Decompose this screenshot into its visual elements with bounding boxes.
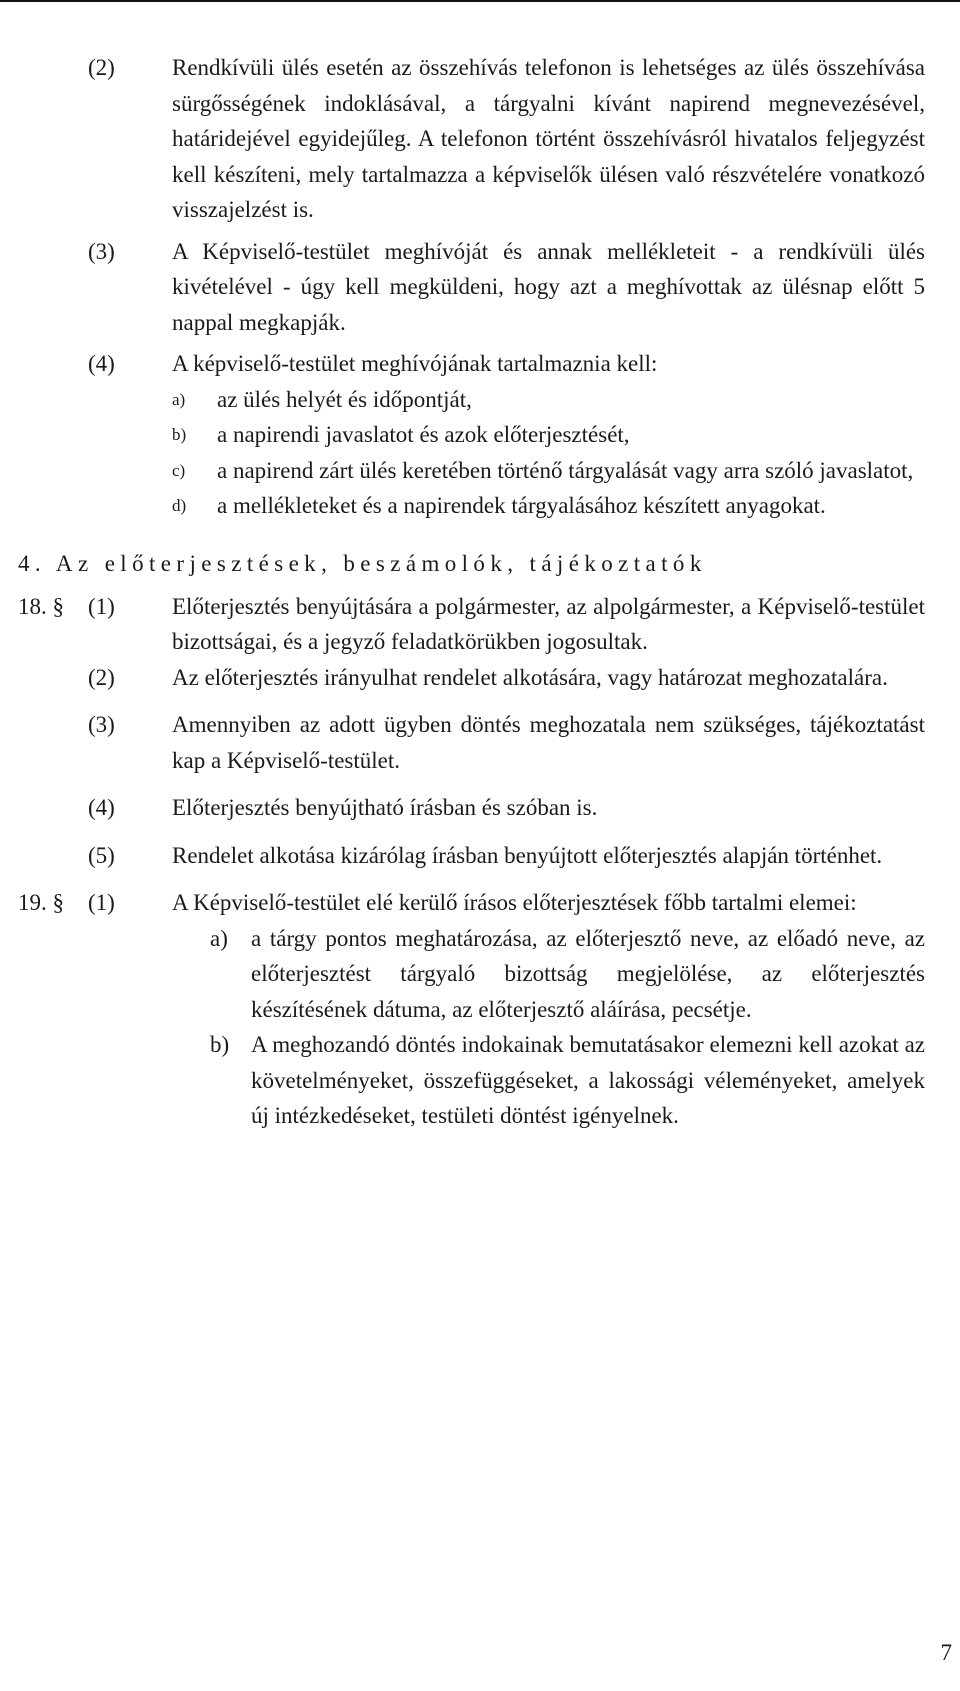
section-19-paragraph-1 xyxy=(0,885,960,921)
paragraph-text: A képviselő-testület meghívójának tartalmaznia kell: xyxy=(172,351,658,376)
paragraph-number: (4) xyxy=(88,351,115,376)
paragraph-text: A Képviselő-testület meghívóját és annak mellékleteit - a rendkívüli ülés kivételével - úgy kell megküldeni, hogy azt a meghívottak az ülésnap előtt 5 nappal megkapják. xyxy=(172,238,925,335)
list-label: b) xyxy=(210,1032,230,1057)
paragraph-2 xyxy=(0,50,960,228)
paragraph-number: (2) xyxy=(88,55,115,80)
paragraph-text: Rendelet alkotása kizárólag írásban benyújtott előterjesztés alapján történhet. xyxy=(172,842,883,868)
paragraph-number: (3) xyxy=(88,238,115,264)
list-text: A meghozandó döntés indokainak bemutatásakor elemezni kell azokat az követelményeket, összefüggéseket, a lakossági véleményeket, amelyek új intézkedéseket, testületi döntést igényelnek. xyxy=(251,1032,925,1128)
document-page xyxy=(0,50,960,1134)
paragraph-number: (5) xyxy=(88,842,115,868)
list-text: a napirend zárt ülés keretében történő tárgyalását vagy arra szóló javaslatot, xyxy=(217,457,914,483)
list-text: az ülés helyét és időpontját, xyxy=(217,386,472,412)
list-item xyxy=(0,382,960,418)
list-item xyxy=(0,417,960,453)
paragraph-3 xyxy=(0,234,960,341)
list-label: d) xyxy=(172,496,187,515)
paragraph-text: Előterjesztés benyújtható írásban és szóban is. xyxy=(172,795,598,820)
list-text: a napirendi javaslatot és azok előterjesztését, xyxy=(217,422,630,447)
paragraph-4 xyxy=(0,346,960,382)
paragraph-text: A Képviselő-testület elé kerülő írásos előterjesztések főbb tartalmi elemei: xyxy=(172,890,857,915)
list-item xyxy=(0,921,960,1028)
paragraph-number: (1) xyxy=(88,890,115,915)
paragraph-text: Az előterjesztés irányulhat rendelet alkotására, vagy határozat meghozatalára. xyxy=(172,664,888,690)
section-heading: 4. Az előterjesztések, beszámolók, tájékoztatók xyxy=(18,550,707,576)
section-number: 19. § xyxy=(18,890,64,915)
list-label: c) xyxy=(172,460,186,480)
page-number: 7 xyxy=(940,1640,952,1665)
list-label: a) xyxy=(172,389,186,409)
list-label: b) xyxy=(172,425,187,444)
paragraph-text: Rendkívüli ülés esetén az összehívás telefonon is lehetséges az ülés összehívása sürgősségének indoklásával, a tárgyalni kívánt napirend megnevezésével, határidejével egyidejűleg. A telefonon történt összehívásról hivatalos feljegyzést kell készíteni, mely tartalmazza a képviselők ülésen való részvételére vonatkozó visszajelzést is. xyxy=(172,55,925,222)
section-18-paragraph-3 xyxy=(0,707,960,778)
top-rule xyxy=(0,0,960,2)
list-item xyxy=(0,488,960,524)
section-18-paragraph-1 xyxy=(0,589,960,660)
list-label: a) xyxy=(210,925,228,951)
section-18-paragraph-2 xyxy=(0,660,960,696)
paragraph-text: Amennyiben az adott ügyben döntés meghozatala nem szükséges, tájékoztatást kap a Képviselő-testület. xyxy=(172,712,925,773)
list-text: a tárgy pontos meghatározása, az előterjesztő neve, az előadó neve, az előterjesztést tárgyaló bizottság megjelölése, az előterjesztés készítésének dátuma, az előterjesztő aláírása, pecsétje. xyxy=(251,925,925,1022)
paragraph-text: Előterjesztés benyújtására a polgármester, az alpolgármester, a Képviselő-testület bizottságai, és a jegyző feladatkörükben jogosultak. xyxy=(172,593,925,654)
paragraph-number: (2) xyxy=(88,664,115,690)
section-18-paragraph-4 xyxy=(0,790,960,826)
paragraph-number: (4) xyxy=(88,795,115,820)
list-item xyxy=(0,1027,960,1134)
list-text: a mellékleteket és a napirendek tárgyalásához készített anyagokat. xyxy=(217,493,826,518)
section-number: 18. § xyxy=(18,593,64,619)
paragraph-number: (1) xyxy=(88,593,115,619)
paragraph-number: (3) xyxy=(88,712,115,737)
section-18-paragraph-5 xyxy=(0,838,960,874)
list-item xyxy=(0,453,960,489)
